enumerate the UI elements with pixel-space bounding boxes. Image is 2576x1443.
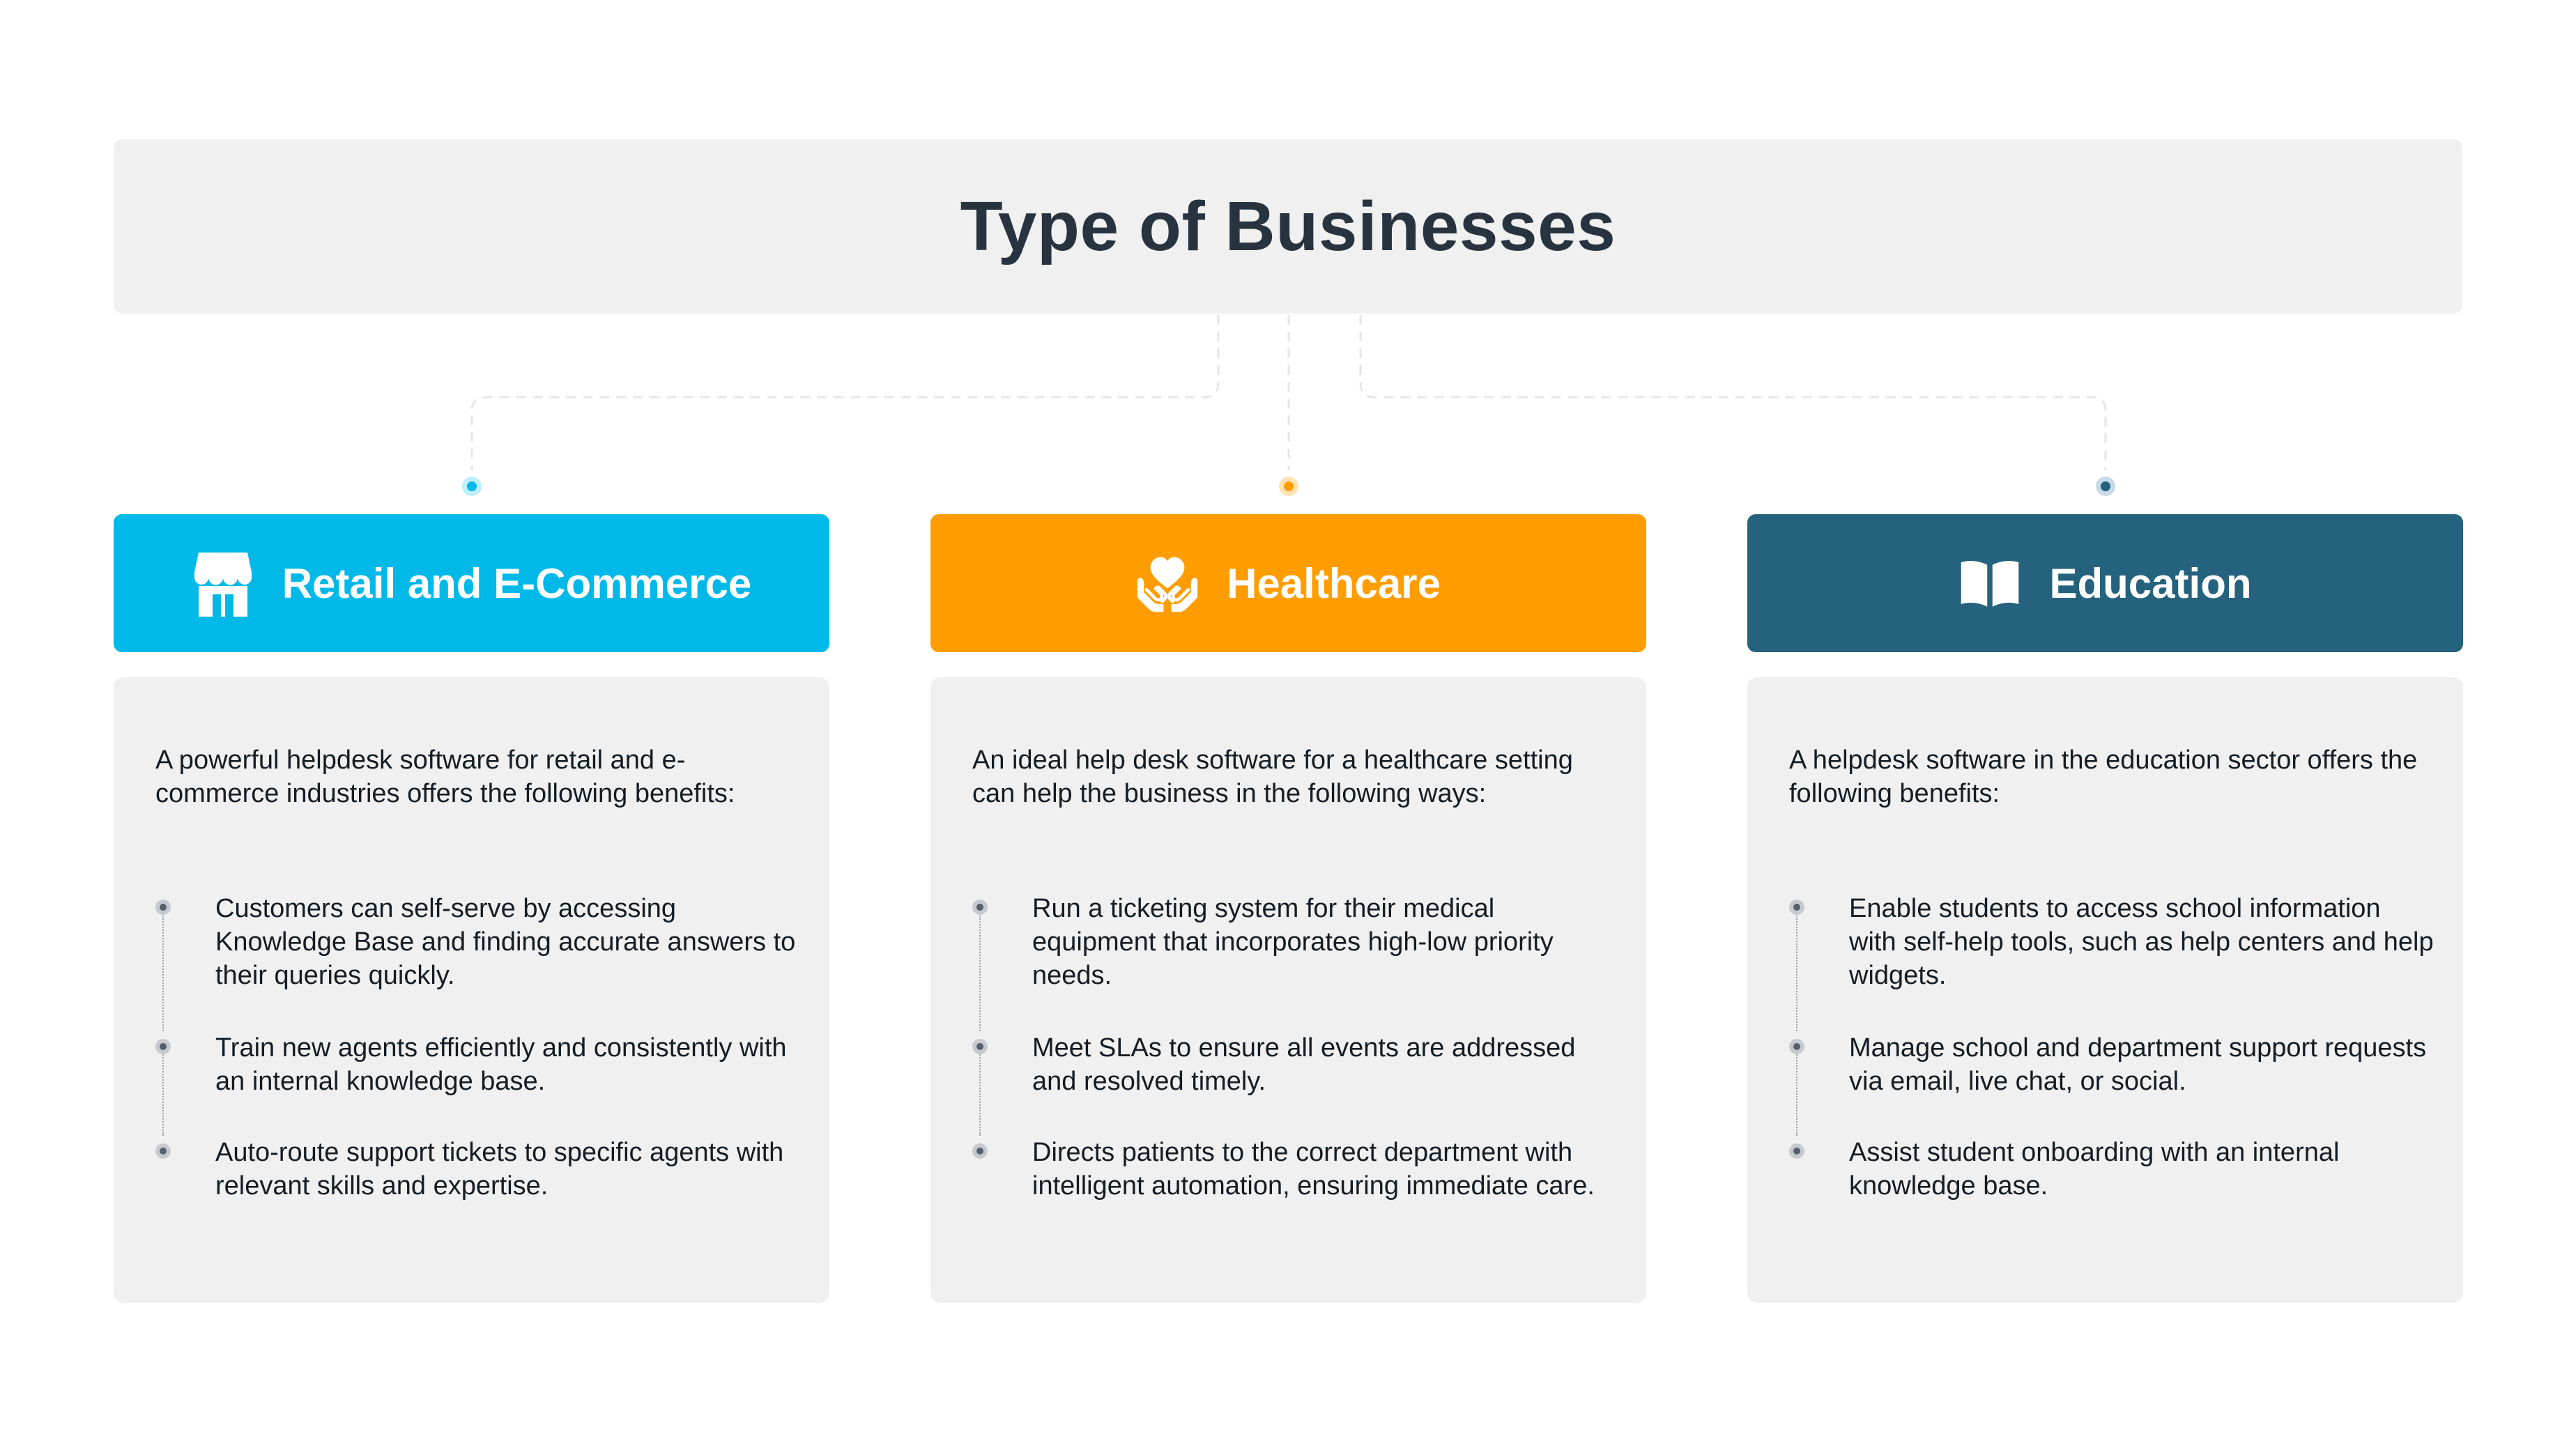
bullet-dot	[155, 1039, 171, 1054]
list-item-text: Assist student onboarding with an internal knowledge base.	[1849, 1138, 2340, 1201]
bullet-dot	[972, 900, 988, 915]
retail-card	[114, 677, 829, 1303]
bullet-connector	[1796, 1052, 1797, 1136]
page-title: Type of Businesses	[960, 187, 1616, 265]
list-item-text: Auto-route support tickets to specific agents with relevant skills and expertise.	[215, 1138, 784, 1201]
bullet-dot	[1789, 1143, 1804, 1159]
bullet-connector	[979, 913, 981, 1031]
list-item-text: Run a ticketing system for their medical equipment that incorporates high-low priority needs.	[1032, 894, 1554, 990]
connector-node-education	[2096, 477, 2115, 496]
bullet-connector	[162, 1052, 164, 1136]
retail-intro: A powerful helpdesk software for retail and e-commerce industries offers the following benefits:	[155, 746, 735, 808]
bullet-dot	[155, 1143, 171, 1159]
connector-education	[1360, 315, 2106, 470]
list-item-text: Manage school and department support requests via email, live chat, or social.	[1849, 1033, 2427, 1096]
healthcare-card	[930, 677, 1646, 1303]
connector-node-healthcare	[1279, 477, 1298, 496]
healthcare-intro: An ideal help desk software for a healthcare setting can help the business in the following ways:	[972, 746, 1573, 808]
healthcare-header	[930, 514, 1646, 652]
bullet-connector	[162, 913, 164, 1031]
heart-in-hands-icon	[1136, 552, 1199, 615]
healthcare-header-label: Healthcare	[1227, 560, 1441, 607]
bullet-dot	[972, 1143, 988, 1159]
open-book-icon	[1958, 552, 2021, 615]
bullet-connector	[1796, 913, 1797, 1031]
education-card	[1747, 677, 2463, 1303]
retail-header-label: Retail and E-Commerce	[282, 560, 752, 607]
list-item-text: Meet SLAs to ensure all events are addressed and resolved timely.	[1032, 1033, 1576, 1096]
retail-header	[114, 514, 829, 652]
bullet-dot	[155, 900, 171, 915]
education-header-label: Education	[2049, 560, 2252, 607]
list-item-text: Directs patients to the correct department with intelligent automation, ensuring immediate care.	[1032, 1138, 1595, 1201]
bullet-dot	[1789, 1039, 1804, 1054]
bullet-dot	[1789, 900, 1804, 915]
list-item-text: Enable students to access school information with self-help tools, such as help centers and help widgets.	[1849, 894, 2434, 990]
list-item-text: Customers can self-serve by accessing Knowledge Base and finding accurate answers to their queries quickly.	[215, 894, 796, 990]
list-item-text: Train new agents efficiently and consistently with an internal knowledge base.	[215, 1033, 787, 1096]
connector-node-retail	[462, 477, 482, 496]
bullet-dot	[972, 1039, 988, 1054]
education-header	[1747, 514, 2463, 652]
bullet-connector	[979, 1052, 981, 1136]
education-intro: A helpdesk software in the education sector offers the following benefits:	[1789, 746, 2418, 808]
connector-retail	[472, 315, 1218, 470]
storefront-icon	[192, 552, 254, 615]
